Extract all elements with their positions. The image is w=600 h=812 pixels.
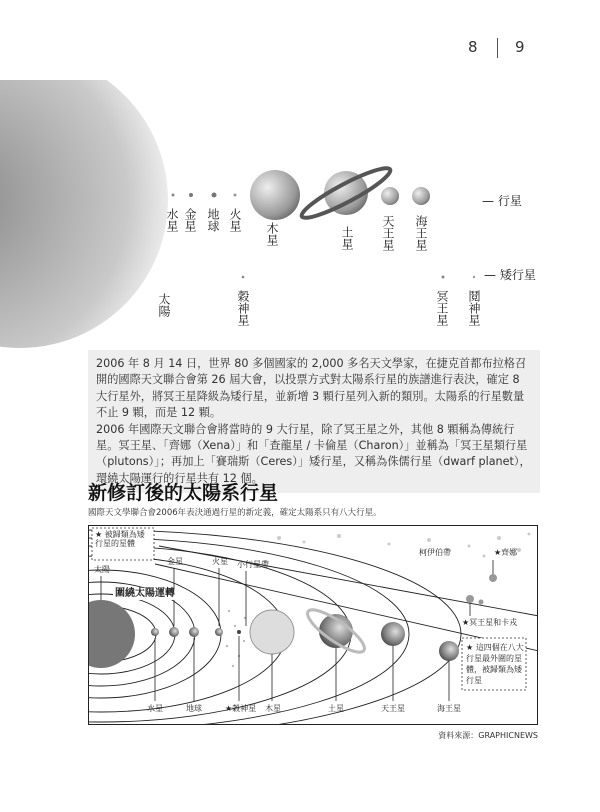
source-credit: 資料來源：GRAPHICNEWS bbox=[438, 731, 538, 740]
page-number-left: 8 bbox=[468, 38, 478, 56]
label-earth: 地球 bbox=[206, 208, 220, 232]
eris-dot bbox=[473, 276, 475, 278]
sun-image bbox=[89, 600, 135, 668]
venus-dot bbox=[189, 193, 193, 197]
label-neptune: 海王星 bbox=[437, 704, 461, 713]
label-pluto-charon: ★冥王星和卡戎 bbox=[462, 618, 518, 627]
neptune-image bbox=[412, 187, 430, 205]
mercury-dot bbox=[172, 194, 175, 197]
jupiter-image bbox=[250, 170, 300, 220]
pluto-dot bbox=[442, 276, 445, 279]
legend-dwarf-planet: — 矮行星 bbox=[484, 268, 536, 282]
label-pluto: 冥王星 bbox=[435, 290, 449, 326]
label-sun: 太陽 bbox=[94, 565, 110, 574]
pluto-image bbox=[466, 595, 474, 603]
label-mars: 火星 bbox=[212, 557, 228, 566]
solar-system-diagram bbox=[88, 525, 538, 725]
dwarf-note: ★ 這四個在八大行星最外圍的星體，被歸類為矮行星 bbox=[466, 643, 524, 685]
label-kuiper-belt: 柯伊伯帶 bbox=[419, 548, 451, 557]
section-subtitle: 國際天文學聯合會2006年表決通過行星的新定義，確定太陽系只有八大行星。 bbox=[88, 508, 382, 518]
label-mercury: 水星 bbox=[147, 704, 163, 713]
label-xena: ★齊娜 bbox=[494, 548, 518, 557]
info-paragraph: 2006 年國際天文聯合會將當時的 9 大行星，除了冥王星之外，其他 8 顆稱為傳統行星。冥王星、「齊娜（Xena）」和「查龍星 / 卡倫星（Charon）」並稱為「冥王星類行星（plutons）」；再加上「賽瑞斯（Ceres）」矮行星，又稱為侏儒行星（dwarf planet），環繞太陽運行的行星共有 12 個。 bbox=[96, 422, 531, 485]
jupiter-image bbox=[250, 610, 294, 654]
sun-image bbox=[0, 80, 171, 348]
venus-image bbox=[169, 627, 179, 637]
label-uranus: 天王星 bbox=[381, 704, 405, 713]
label-mercury: 水星 bbox=[165, 208, 179, 232]
label-venus: 金星 bbox=[167, 557, 183, 566]
leader-lines bbox=[101, 560, 493, 701]
label-jupiter: 木星 bbox=[265, 222, 279, 246]
label-ceres: ★穀神星 bbox=[225, 704, 257, 713]
uranus-image bbox=[381, 622, 405, 646]
asteroid-belt bbox=[226, 610, 246, 667]
mars-image bbox=[215, 628, 223, 636]
label-mars: 火星 bbox=[228, 208, 242, 232]
ceres-dot bbox=[242, 276, 245, 279]
legend-note: ★ 被歸類為矮行星的星體 bbox=[95, 530, 145, 548]
section-title: 新修訂後的太陽系行星 bbox=[88, 482, 279, 504]
xena-image bbox=[489, 574, 497, 582]
label-earth: 地球 bbox=[186, 704, 202, 713]
earth-dot bbox=[212, 193, 217, 198]
label-ceres: 穀神星 bbox=[236, 290, 250, 326]
label-eris: 鬩神星 bbox=[467, 290, 481, 326]
page-number-divider bbox=[497, 38, 498, 58]
label-jupiter: 木星 bbox=[265, 704, 281, 713]
earth-image bbox=[189, 627, 199, 637]
label-sun: 太陽 bbox=[157, 293, 171, 317]
charon-image bbox=[479, 600, 484, 605]
legend-planet: — 行星 bbox=[482, 194, 522, 208]
label-asteroid-belt: 小行星帶 bbox=[237, 560, 269, 569]
label-uranus: 天王星 bbox=[381, 215, 395, 251]
page-number-right: 9 bbox=[515, 38, 525, 56]
info-paragraph: 2006 年 8 月 14 日，世界 80 多個國家的 2,000 多名天文學家，在捷克首都布拉格召開的國際天文聯合會第 26 屆大會，以投票方式對太陽系行星的族譜進行表決，確定 8 大行星外，將冥王星降級為矮行星，並新增 3 顆行星列入新的類別。太陽系的行星數量不止 9 顆，而是 12 顆。 bbox=[96, 357, 527, 420]
neptune-image bbox=[439, 641, 459, 661]
label-saturn: 土星 bbox=[328, 704, 344, 713]
ceres-image bbox=[237, 630, 241, 634]
kuiper-belt bbox=[277, 533, 531, 558]
orbit-label: 圍繞太陽運轉 bbox=[115, 588, 175, 599]
label-saturn: 土星 bbox=[340, 226, 354, 250]
planet-size-illustration bbox=[0, 80, 600, 350]
mercury-image bbox=[151, 628, 159, 636]
mars-dot bbox=[234, 194, 237, 197]
info-box bbox=[88, 350, 540, 493]
label-neptune: 海王星 bbox=[414, 215, 428, 251]
label-venus: 金星 bbox=[183, 208, 197, 232]
uranus-image bbox=[381, 187, 399, 205]
